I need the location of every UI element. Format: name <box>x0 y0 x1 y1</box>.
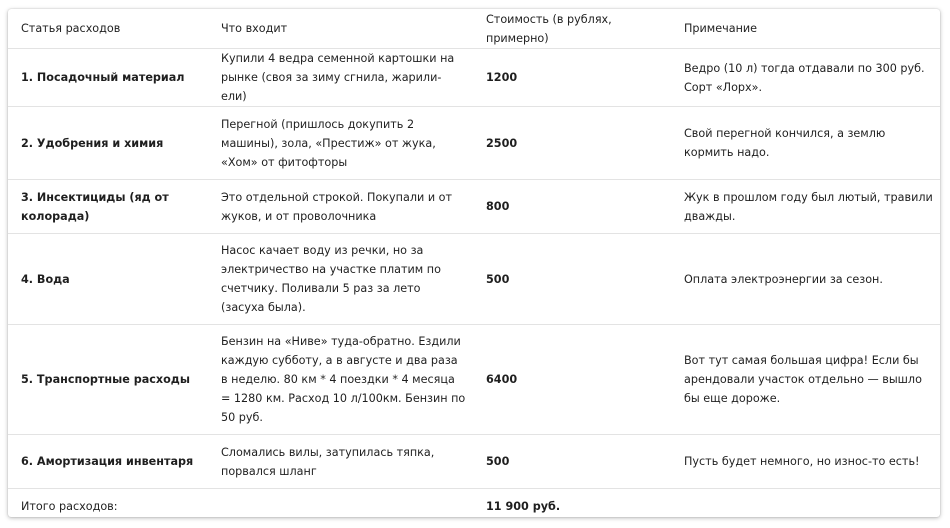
row-desc: Перегной (пришлось докупить 2 машины), зола, «Престиж» от жука, «Хом» от фитофторы <box>208 107 473 180</box>
total-empty-desc <box>208 489 473 518</box>
row-desc: Это отдельной строкой. Покупали и от жуков, и от проволочника <box>208 180 473 234</box>
row-item: 4. Вода <box>8 234 208 325</box>
row-item: 2. Удобрения и химия <box>8 107 208 180</box>
row-cost: 2500 <box>473 107 671 180</box>
total-label: Итого расходов: <box>21 499 118 513</box>
table-body <box>8 49 940 518</box>
row-note: Жук в прошлом году был лютый, травили дважды. <box>671 180 940 234</box>
total-row <box>8 489 940 518</box>
total-empty-note <box>671 489 940 518</box>
row-cost: 800 <box>473 180 671 234</box>
row-desc: Насос качает воду из речки, но за электричество на участке платим по счетчику. Поливали 5 раз за лето (засуха была). <box>208 234 473 325</box>
table-row <box>8 234 940 325</box>
row-cost: 500 <box>473 234 671 325</box>
header-desc: Что входит <box>208 9 473 49</box>
row-note: Оплата электроэнергии за сезон. <box>671 234 940 325</box>
row-desc: Бензин на «Ниве» туда-обратно. Ездили каждую субботу, а в августе и два раза в неделю. 80 км * 4 поездки * 4 месяца = 1280 км. Расход 10 л/100км. Бензин по 50 руб. <box>208 325 473 435</box>
row-note: Пусть будет немного, но износ-то есть! <box>671 435 940 489</box>
header-cost: Стоимость (в рублях, примерно) <box>473 9 671 49</box>
row-note: Свой перегной кончился, а землю кормить надо. <box>671 107 940 180</box>
row-desc: Сломались вилы, затупилась тяпка, порвался шланг <box>208 435 473 489</box>
row-item: 1. Посадочный материал <box>8 49 208 107</box>
row-note: Вот тут самая большая цифра! Если бы арендовали участок отдельно — вышло бы еще дороже. <box>671 325 940 435</box>
header-note: Примечание <box>671 9 940 49</box>
expenses-card <box>8 9 940 517</box>
row-note: Ведро (10 л) тогда отдавали по 300 руб. Сорт «Лорх». <box>671 49 940 107</box>
table-row <box>8 435 940 489</box>
table-row <box>8 180 940 234</box>
table-row <box>8 49 940 107</box>
row-item: 6. Амортизация инвентаря <box>8 435 208 489</box>
row-cost: 500 <box>473 435 671 489</box>
row-item: 3. Инсектициды (яд от колорада) <box>8 180 208 234</box>
row-item: 5. Транспортные расходы <box>8 325 208 435</box>
row-cost: 1200 <box>473 49 671 107</box>
header-row <box>8 9 940 49</box>
total-value: 11 900 руб. <box>486 499 561 513</box>
row-cost: 6400 <box>473 325 671 435</box>
table-row <box>8 325 940 435</box>
expenses-table <box>8 9 940 517</box>
header-item: Статья расходов <box>8 9 208 49</box>
table-header <box>8 9 940 49</box>
row-desc: Купили 4 ведра семенной картошки на рынке (своя за зиму сгнила, жарили-ели) <box>208 49 473 107</box>
table-row <box>8 107 940 180</box>
